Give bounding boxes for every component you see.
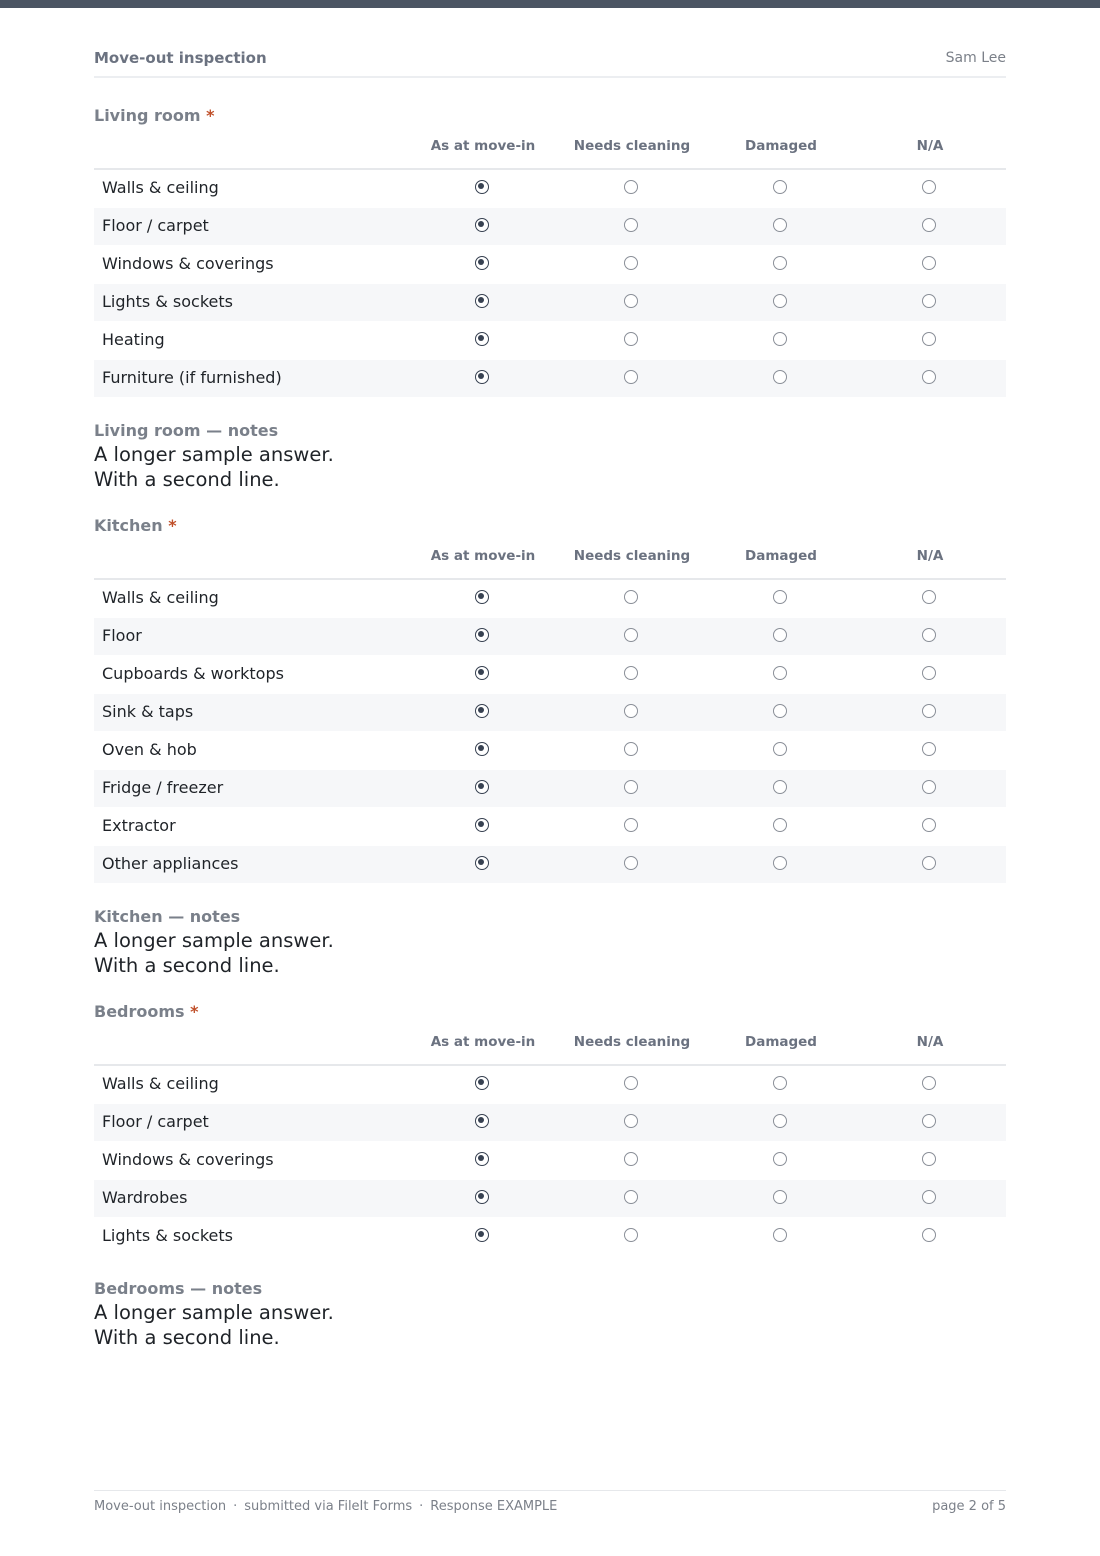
page-header xyxy=(94,47,1006,78)
matrix-row xyxy=(94,1180,1006,1218)
radio-as-at-move-in[interactable] xyxy=(475,704,489,718)
radio-as-at-move-in[interactable] xyxy=(475,180,489,194)
radio-needs-cleaning[interactable] xyxy=(624,628,638,642)
radio-na[interactable] xyxy=(922,1152,936,1166)
row-label: Walls & ceiling xyxy=(102,1074,219,1093)
radio-needs-cleaning[interactable] xyxy=(624,818,638,832)
row-label: Extractor xyxy=(102,816,176,835)
row-label: Heating xyxy=(102,330,165,349)
matrix-row xyxy=(94,656,1006,694)
radio-as-at-move-in[interactable] xyxy=(475,256,489,270)
radio-na[interactable] xyxy=(922,1228,936,1242)
matrix-row xyxy=(94,732,1006,770)
radio-na[interactable] xyxy=(922,590,936,604)
radio-na[interactable] xyxy=(922,628,936,642)
column-header-as-at-move-in: As at move-in xyxy=(430,1034,536,1050)
column-header-as-at-move-in: As at move-in xyxy=(430,138,536,154)
radio-damaged[interactable] xyxy=(773,218,787,232)
section-title xyxy=(94,514,1006,538)
required-marker: * xyxy=(168,516,177,535)
radio-needs-cleaning[interactable] xyxy=(624,1228,638,1242)
footer-form-name: Move-out inspection xyxy=(94,1499,227,1514)
row-label: Walls & ceiling xyxy=(102,588,219,607)
row-label: Wardrobes xyxy=(102,1188,188,1207)
row-label: Other appliances xyxy=(102,854,239,873)
notes-label: Bedrooms — notes xyxy=(94,1279,263,1298)
radio-na[interactable] xyxy=(922,666,936,680)
radio-na[interactable] xyxy=(922,180,936,194)
matrix-row xyxy=(94,694,1006,732)
radio-as-at-move-in[interactable] xyxy=(475,1228,489,1242)
footer-separator: · xyxy=(233,1499,238,1514)
row-label: Lights & sockets xyxy=(102,1226,233,1245)
notes-line: With a second line. xyxy=(94,954,280,977)
radio-as-at-move-in[interactable] xyxy=(475,332,489,346)
rating-matrix xyxy=(94,1024,1006,1256)
radio-damaged[interactable] xyxy=(773,742,787,756)
row-label: Sink & taps xyxy=(102,702,194,721)
row-label: Floor / carpet xyxy=(102,1112,209,1131)
column-header-na: N/A xyxy=(916,548,944,564)
section-title-text: Living room xyxy=(94,106,201,125)
radio-damaged[interactable] xyxy=(773,856,787,870)
radio-na[interactable] xyxy=(922,218,936,232)
radio-needs-cleaning[interactable] xyxy=(624,1114,638,1128)
radio-damaged[interactable] xyxy=(773,1076,787,1090)
respondent-name: Sam Lee xyxy=(945,50,1006,66)
row-label: Floor xyxy=(102,626,142,645)
radio-na[interactable] xyxy=(922,1114,936,1128)
row-label: Oven & hob xyxy=(102,740,197,759)
radio-needs-cleaning[interactable] xyxy=(624,742,638,756)
column-header-damaged: Damaged xyxy=(745,548,817,564)
radio-as-at-move-in[interactable] xyxy=(475,370,489,384)
radio-na[interactable] xyxy=(922,294,936,308)
radio-damaged[interactable] xyxy=(773,780,787,794)
column-header-na: N/A xyxy=(916,138,944,154)
radio-damaged[interactable] xyxy=(773,1152,787,1166)
matrix-row xyxy=(94,284,1006,322)
radio-damaged[interactable] xyxy=(773,1190,787,1204)
column-header-needs-cleaning: Needs cleaning xyxy=(573,138,691,154)
matrix-row xyxy=(94,580,1006,618)
footer-info xyxy=(94,1499,557,1514)
radio-na[interactable] xyxy=(922,1190,936,1204)
page-footer xyxy=(94,1490,1006,1514)
radio-needs-cleaning[interactable] xyxy=(624,780,638,794)
notes-answer xyxy=(94,928,1006,978)
radio-needs-cleaning[interactable] xyxy=(624,1190,638,1204)
radio-na[interactable] xyxy=(922,742,936,756)
radio-needs-cleaning[interactable] xyxy=(624,294,638,308)
form-title: Move-out inspection xyxy=(94,49,267,67)
radio-as-at-move-in[interactable] xyxy=(475,218,489,232)
radio-needs-cleaning[interactable] xyxy=(624,666,638,680)
matrix-row xyxy=(94,1104,1006,1142)
section-title-text: Bedrooms xyxy=(94,1002,185,1021)
section-title-text: Kitchen xyxy=(94,516,163,535)
radio-damaged[interactable] xyxy=(773,666,787,680)
footer-response: Response EXAMPLE xyxy=(430,1499,558,1514)
row-label: Walls & ceiling xyxy=(102,178,219,197)
notes-line: A longer sample answer. xyxy=(94,1301,334,1324)
radio-as-at-move-in[interactable] xyxy=(475,590,489,604)
section-title xyxy=(94,1000,1006,1024)
column-header-damaged: Damaged xyxy=(745,138,817,154)
radio-na[interactable] xyxy=(922,256,936,270)
radio-as-at-move-in[interactable] xyxy=(475,1190,489,1204)
matrix-row xyxy=(94,1218,1006,1256)
radio-damaged[interactable] xyxy=(773,704,787,718)
radio-as-at-move-in[interactable] xyxy=(475,856,489,870)
notes-line: A longer sample answer. xyxy=(94,443,334,466)
radio-as-at-move-in[interactable] xyxy=(475,666,489,680)
radio-as-at-move-in[interactable] xyxy=(475,1152,489,1166)
radio-damaged[interactable] xyxy=(773,256,787,270)
radio-needs-cleaning[interactable] xyxy=(624,256,638,270)
row-label: Fridge / freezer xyxy=(102,778,224,797)
matrix-row xyxy=(94,170,1006,208)
matrix-row xyxy=(94,360,1006,398)
radio-needs-cleaning[interactable] xyxy=(624,704,638,718)
radio-damaged[interactable] xyxy=(773,294,787,308)
radio-needs-cleaning[interactable] xyxy=(624,332,638,346)
radio-na[interactable] xyxy=(922,1076,936,1090)
form-content xyxy=(94,104,1006,1372)
radio-damaged[interactable] xyxy=(773,180,787,194)
row-label: Floor / carpet xyxy=(102,216,209,235)
matrix-row xyxy=(94,322,1006,360)
matrix-row xyxy=(94,1066,1006,1104)
radio-as-at-move-in[interactable] xyxy=(475,1114,489,1128)
matrix-header xyxy=(94,538,1006,580)
radio-damaged[interactable] xyxy=(773,590,787,604)
matrix-row xyxy=(94,246,1006,284)
radio-damaged[interactable] xyxy=(773,370,787,384)
radio-as-at-move-in[interactable] xyxy=(475,294,489,308)
radio-as-at-move-in[interactable] xyxy=(475,780,489,794)
column-header-needs-cleaning: Needs cleaning xyxy=(573,548,691,564)
row-label: Cupboards & worktops xyxy=(102,664,284,683)
column-header-needs-cleaning: Needs cleaning xyxy=(573,1034,691,1050)
radio-needs-cleaning[interactable] xyxy=(624,856,638,870)
matrix-row xyxy=(94,1142,1006,1180)
radio-damaged[interactable] xyxy=(773,628,787,642)
radio-na[interactable] xyxy=(922,332,936,346)
radio-na[interactable] xyxy=(922,704,936,718)
matrix-row xyxy=(94,208,1006,246)
radio-na[interactable] xyxy=(922,370,936,384)
radio-as-at-move-in[interactable] xyxy=(475,628,489,642)
radio-na[interactable] xyxy=(922,780,936,794)
rating-matrix xyxy=(94,538,1006,884)
column-header-na: N/A xyxy=(916,1034,944,1050)
radio-damaged[interactable] xyxy=(773,818,787,832)
column-header-as-at-move-in: As at move-in xyxy=(430,548,536,564)
radio-na[interactable] xyxy=(922,856,936,870)
notes-label: Kitchen — notes xyxy=(94,907,241,926)
row-label: Furniture (if furnished) xyxy=(102,368,282,387)
matrix-row xyxy=(94,846,1006,884)
top-accent-bar xyxy=(0,0,1100,8)
radio-na[interactable] xyxy=(922,818,936,832)
notes-line: With a second line. xyxy=(94,1326,280,1349)
radio-damaged[interactable] xyxy=(773,1228,787,1242)
notes-label: Living room — notes xyxy=(94,421,279,440)
row-label: Windows & coverings xyxy=(102,254,274,273)
notes-answer xyxy=(94,1300,1006,1350)
matrix-header xyxy=(94,128,1006,170)
radio-as-at-move-in[interactable] xyxy=(475,1076,489,1090)
radio-needs-cleaning[interactable] xyxy=(624,218,638,232)
matrix-row xyxy=(94,770,1006,808)
radio-needs-cleaning[interactable] xyxy=(624,1152,638,1166)
radio-damaged[interactable] xyxy=(773,332,787,346)
rating-matrix xyxy=(94,128,1006,398)
radio-needs-cleaning[interactable] xyxy=(624,590,638,604)
required-marker: * xyxy=(190,1002,199,1021)
radio-needs-cleaning[interactable] xyxy=(624,1076,638,1090)
section-title xyxy=(94,104,1006,128)
footer-submitted: submitted via FileIt Forms xyxy=(244,1499,413,1514)
notes-line: A longer sample answer. xyxy=(94,929,334,952)
row-label: Windows & coverings xyxy=(102,1150,274,1169)
matrix-row xyxy=(94,618,1006,656)
radio-as-at-move-in[interactable] xyxy=(475,742,489,756)
radio-needs-cleaning[interactable] xyxy=(624,370,638,384)
required-marker: * xyxy=(206,106,215,125)
matrix-header xyxy=(94,1024,1006,1066)
page-number: page 2 of 5 xyxy=(932,1499,1006,1514)
notes-line: With a second line. xyxy=(94,468,280,491)
notes-answer xyxy=(94,442,1006,492)
radio-as-at-move-in[interactable] xyxy=(475,818,489,832)
column-header-damaged: Damaged xyxy=(745,1034,817,1050)
radio-needs-cleaning[interactable] xyxy=(624,180,638,194)
radio-damaged[interactable] xyxy=(773,1114,787,1128)
footer-separator: · xyxy=(419,1499,424,1514)
matrix-row xyxy=(94,808,1006,846)
row-label: Lights & sockets xyxy=(102,292,233,311)
